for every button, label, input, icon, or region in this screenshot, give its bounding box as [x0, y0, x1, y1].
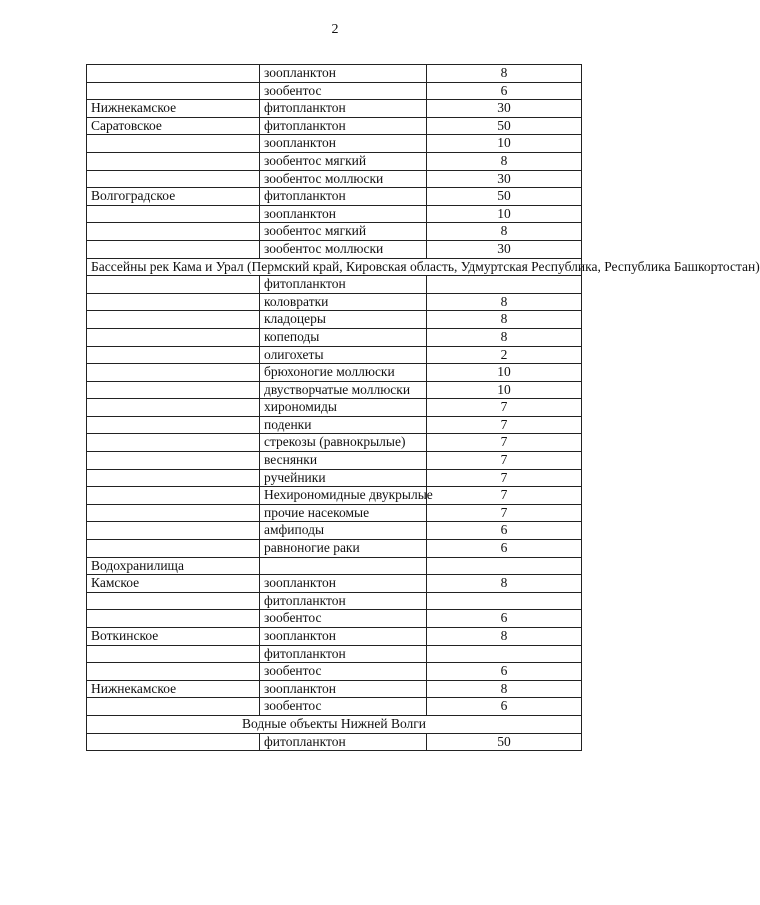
organism-group-cell: фитопланктон — [260, 645, 427, 663]
table-row — [87, 311, 582, 329]
norms-table-body — [87, 65, 760, 751]
organism-group-cell: копеподы — [260, 328, 427, 346]
water-body-cell — [87, 522, 260, 540]
table-row — [87, 628, 582, 646]
organism-group-cell — [260, 557, 427, 575]
table-row — [87, 135, 582, 153]
water-body-cell — [87, 346, 260, 364]
water-body-cell — [87, 733, 260, 751]
section-title: Бассейны рек Кама и Урал (Пермский край, Кировская область, Удмуртская Республика, Республика Башкортостан) — [87, 258, 582, 276]
water-body-cell — [87, 170, 260, 188]
organism-group-cell: зоопланктон — [260, 135, 427, 153]
table-row — [87, 680, 582, 698]
organism-group-cell: амфиподы — [260, 522, 427, 540]
table-row — [87, 152, 582, 170]
organism-group-cell: кладоцеры — [260, 311, 427, 329]
water-body-cell — [87, 135, 260, 153]
table-row — [87, 240, 582, 258]
table-row — [87, 487, 582, 505]
organism-group-cell: коловратки — [260, 293, 427, 311]
value-cell: 10 — [427, 135, 582, 153]
table-row — [87, 469, 582, 487]
organism-group-cell: фитопланктон — [260, 100, 427, 118]
table-row — [87, 170, 582, 188]
table-row — [87, 610, 582, 628]
organism-group-cell: фитопланктон — [260, 276, 427, 294]
water-body-cell — [87, 416, 260, 434]
organism-group-cell: фитопланктон — [260, 592, 427, 610]
value-cell: 10 — [427, 381, 582, 399]
value-cell: 8 — [427, 680, 582, 698]
value-cell: 50 — [427, 188, 582, 206]
organism-group-cell: зообентос мягкий — [260, 223, 427, 241]
table-row — [87, 434, 582, 452]
table-row — [87, 540, 582, 558]
value-cell: 7 — [427, 434, 582, 452]
value-cell: 7 — [427, 469, 582, 487]
water-body-cell — [87, 240, 260, 258]
table-row — [87, 223, 582, 241]
water-body-cell — [87, 276, 260, 294]
water-body-cell — [87, 293, 260, 311]
water-body-cell — [87, 452, 260, 470]
organism-group-cell: зоопланктон — [260, 65, 427, 83]
water-body-cell — [87, 399, 260, 417]
organism-group-cell: зообентос — [260, 610, 427, 628]
table-row — [87, 645, 582, 663]
table-row — [87, 592, 582, 610]
value-cell — [427, 557, 582, 575]
organism-group-cell: веснянки — [260, 452, 427, 470]
organism-group-cell: фитопланктон — [260, 117, 427, 135]
water-body-cell — [87, 364, 260, 382]
table-row — [87, 346, 582, 364]
table-row — [87, 293, 582, 311]
water-body-cell — [87, 504, 260, 522]
water-body-cell: Волгоградское — [87, 188, 260, 206]
organism-group-cell: двустворчатые моллюски — [260, 381, 427, 399]
table-row — [87, 328, 582, 346]
value-cell — [427, 592, 582, 610]
table-row — [87, 205, 582, 223]
water-body-cell: Нижнекамское — [87, 680, 260, 698]
table-row — [87, 188, 582, 206]
table-row — [87, 117, 582, 135]
table-row — [87, 733, 582, 751]
value-cell: 50 — [427, 117, 582, 135]
organism-group-cell: ручейники — [260, 469, 427, 487]
value-cell: 7 — [427, 504, 582, 522]
table-row — [87, 416, 582, 434]
water-body-cell: Воткинское — [87, 628, 260, 646]
table-row — [87, 452, 582, 470]
table-row — [87, 663, 582, 681]
value-cell: 8 — [427, 293, 582, 311]
table-row — [87, 575, 582, 593]
norms-table — [86, 64, 760, 751]
table-row — [87, 504, 582, 522]
section-header-row — [87, 258, 582, 276]
organism-group-cell: зоопланктон — [260, 680, 427, 698]
water-body-cell — [87, 223, 260, 241]
value-cell: 6 — [427, 698, 582, 716]
value-cell: 8 — [427, 223, 582, 241]
table-row — [87, 364, 582, 382]
water-body-cell: Саратовское — [87, 117, 260, 135]
section-header-row — [87, 715, 582, 733]
water-body-cell — [87, 205, 260, 223]
table-row — [87, 522, 582, 540]
value-cell: 6 — [427, 522, 582, 540]
organism-group-cell: равноногие раки — [260, 540, 427, 558]
value-cell: 7 — [427, 487, 582, 505]
table-row — [87, 65, 582, 83]
value-cell: 6 — [427, 82, 582, 100]
water-body-cell — [87, 381, 260, 399]
organism-group-cell: олигохеты — [260, 346, 427, 364]
water-body-cell — [87, 698, 260, 716]
organism-group-cell: стрекозы (равнокрылые) — [260, 434, 427, 452]
table-row — [87, 557, 582, 575]
water-body-cell: Камское — [87, 575, 260, 593]
table-row — [87, 698, 582, 716]
organism-group-cell: зообентос — [260, 698, 427, 716]
organism-group-cell: зообентос — [260, 663, 427, 681]
value-cell: 7 — [427, 452, 582, 470]
value-cell: 8 — [427, 311, 582, 329]
organism-group-cell: поденки — [260, 416, 427, 434]
section-title: Водные объекты Нижней Волги — [87, 715, 582, 733]
table-row — [87, 381, 582, 399]
water-body-cell — [87, 82, 260, 100]
organism-group-cell: фитопланктон — [260, 188, 427, 206]
water-body-cell — [87, 65, 260, 83]
value-cell: 7 — [427, 416, 582, 434]
organism-group-cell: зоопланктон — [260, 205, 427, 223]
organism-group-cell: зообентос мягкий — [260, 152, 427, 170]
value-cell: 6 — [427, 663, 582, 681]
organism-group-cell: зообентос моллюски — [260, 170, 427, 188]
organism-group-cell: зообентос — [260, 82, 427, 100]
organism-group-cell: зоопланктон — [260, 628, 427, 646]
value-cell: 8 — [427, 328, 582, 346]
value-cell: 6 — [427, 610, 582, 628]
value-cell: 50 — [427, 733, 582, 751]
table-row — [87, 82, 582, 100]
value-cell: 7 — [427, 399, 582, 417]
value-cell: 2 — [427, 346, 582, 364]
value-cell: 6 — [427, 540, 582, 558]
value-cell: 8 — [427, 628, 582, 646]
value-cell: 30 — [427, 170, 582, 188]
water-body-cell: Нижнекамское — [87, 100, 260, 118]
organism-group-cell: брюхоногие моллюски — [260, 364, 427, 382]
value-cell: 30 — [427, 240, 582, 258]
value-cell: 10 — [427, 364, 582, 382]
water-body-cell — [87, 434, 260, 452]
water-body-cell — [87, 152, 260, 170]
water-body-cell — [87, 663, 260, 681]
organism-group-cell: прочие насекомые — [260, 504, 427, 522]
organism-group-cell: Нехирономидные двукрылые — [260, 487, 427, 505]
water-body-cell: Водохранилища — [87, 557, 260, 575]
organism-group-cell: хирономиды — [260, 399, 427, 417]
page-number: 2 — [331, 22, 339, 37]
water-body-cell — [87, 487, 260, 505]
organism-group-cell: фитопланктон — [260, 733, 427, 751]
water-body-cell — [87, 469, 260, 487]
value-cell — [427, 645, 582, 663]
table-row — [87, 276, 582, 294]
table-row — [87, 100, 582, 118]
value-cell — [427, 276, 582, 294]
water-body-cell — [87, 328, 260, 346]
organism-group-cell: зообентос моллюски — [260, 240, 427, 258]
water-body-cell — [87, 311, 260, 329]
value-cell: 10 — [427, 205, 582, 223]
water-body-cell — [87, 592, 260, 610]
value-cell: 8 — [427, 152, 582, 170]
value-cell: 30 — [427, 100, 582, 118]
table-row — [87, 399, 582, 417]
value-cell: 8 — [427, 575, 582, 593]
organism-group-cell: зоопланктон — [260, 575, 427, 593]
water-body-cell — [87, 610, 260, 628]
water-body-cell — [87, 540, 260, 558]
value-cell: 8 — [427, 65, 582, 83]
water-body-cell — [87, 645, 260, 663]
